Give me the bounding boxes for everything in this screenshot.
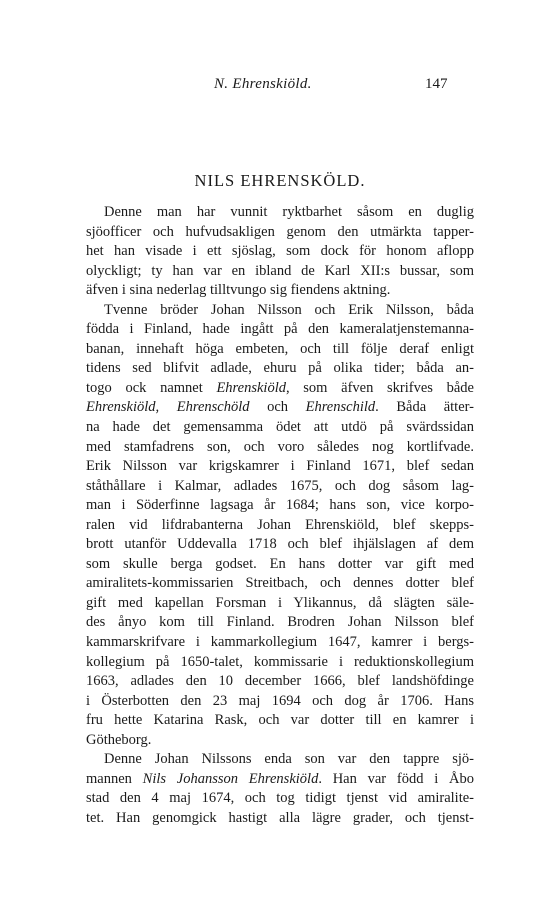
text-line bbox=[86, 535, 474, 555]
chapter-title: NILS EHRENSKÖLD. bbox=[194, 171, 366, 190]
text-line bbox=[86, 750, 474, 770]
text-span: sjöofficer och hufvudsakligen genom den utmärkta tapper- bbox=[86, 223, 474, 240]
text-span: . Båda ätter- bbox=[375, 399, 475, 416]
text-span: des ånyo kom till Finland. Brodren Johan Nilsson blef bbox=[86, 614, 474, 631]
text-line bbox=[86, 457, 474, 477]
text-span: banan, innehaft höga embeten, och till följe deraf enligt bbox=[86, 340, 474, 357]
text-line bbox=[86, 379, 474, 399]
text-line bbox=[86, 496, 474, 516]
text-span: födda i Finland, hade ingått på den kameralatjenstemanna- bbox=[86, 321, 474, 338]
body-text bbox=[86, 203, 474, 829]
text-line bbox=[86, 653, 474, 673]
text-line bbox=[86, 242, 474, 262]
text-line bbox=[86, 262, 474, 282]
text-span: med stamfadrens son, och voro således nog kortlifvade. bbox=[86, 438, 474, 455]
text-span: i Österbotten den 23 maj 1694 och dog år 1706. Hans bbox=[86, 692, 474, 709]
text-span: kammarskrifvare i kammarkollegium 1647, kamrer i bergs- bbox=[86, 634, 474, 651]
text-line bbox=[86, 301, 474, 321]
text-span: na hade det gemensamma ödet att utdö på svärdssidan bbox=[86, 419, 474, 436]
text-span: och bbox=[249, 399, 306, 416]
text-span: brott utanför Uddevalla 1718 och blef ihjälslagen af dem bbox=[86, 536, 474, 553]
text-line bbox=[86, 809, 474, 829]
text-span: 1663, adlades den 10 december 1666, blef landshöfdinge bbox=[86, 673, 474, 690]
text-line bbox=[86, 574, 474, 594]
text-span: Denne Johan Nilssons enda son var den tappre sjö- bbox=[104, 751, 474, 768]
text-line bbox=[86, 711, 474, 731]
text-line bbox=[86, 223, 474, 243]
text-line bbox=[86, 516, 474, 536]
italic-name: Ehrenskiöld bbox=[216, 379, 286, 396]
text-span: tet. Han genomgick hastigt alla lägre grader, och tjenst- bbox=[86, 809, 474, 826]
text-span: fru hette Katarina Rask, och var dotter till en kamrer i bbox=[86, 712, 474, 729]
text-line bbox=[86, 359, 474, 379]
text-line bbox=[86, 731, 474, 751]
text-span: amiralitets-kommissarien Streitbach, och dennes dotter blef bbox=[86, 575, 474, 592]
text-span: Denne man har vunnit ryktbarhet såsom en duglig bbox=[104, 204, 474, 220]
text-span: stad den 4 maj 1674, och tog tidigt tjenst vid amiralite- bbox=[86, 790, 474, 807]
page-number: 147 bbox=[425, 76, 448, 92]
text-span: olyckligt; ty han var en ibland de Karl XII:s bussar, som bbox=[86, 262, 474, 279]
text-line bbox=[86, 418, 474, 438]
text-span: gift med kapellan Forsman i Ylikannus, då slägten säle- bbox=[86, 594, 474, 611]
text-line bbox=[86, 672, 474, 692]
text-line bbox=[86, 613, 474, 633]
text-line bbox=[86, 555, 474, 575]
text-line bbox=[86, 477, 474, 497]
text-line bbox=[86, 340, 474, 360]
text-span: ralen vid lifdrabanterna Johan Ehrenskiöld, blef skepps- bbox=[86, 516, 474, 533]
text-span: kollegium på 1650-talet, kommissarie i reduktionskollegium bbox=[86, 653, 474, 670]
text-line bbox=[86, 203, 474, 223]
text-line bbox=[86, 789, 474, 809]
text-span: tidens sed blifvit adlade, ehuru på olika tider; båda an- bbox=[86, 360, 474, 377]
text-line bbox=[86, 770, 474, 790]
text-span: Erik Nilsson var krigskamrer i Finland 1671, blef sedan bbox=[86, 458, 474, 475]
text-span: Götheborg. bbox=[86, 731, 152, 748]
text-line bbox=[86, 320, 474, 340]
text-span: som skulle berga godset. En hans dotter var gift med bbox=[86, 555, 474, 572]
text-line bbox=[86, 633, 474, 653]
text-span: ståthållare i Kalmar, adlades 1675, och dog såsom lag- bbox=[86, 477, 474, 494]
text-line bbox=[86, 692, 474, 712]
italic-name: Ehrenskiöld, Ehrenschöld bbox=[86, 399, 250, 416]
text-span: . Han var född i Åbo bbox=[318, 770, 474, 787]
text-span: man i Söderfinne lagsaga år 1684; hans son, vice korpo- bbox=[86, 497, 474, 514]
text-span: äfven i sina nederlag tilltvungo sig fiendens aktning. bbox=[86, 282, 391, 299]
text-span: Tvenne bröder Johan Nilsson och Erik Nilsson, båda bbox=[104, 301, 474, 318]
text-line bbox=[86, 594, 474, 614]
page-header bbox=[0, 76, 560, 98]
text-span: het han visade i ett sjöslag, som dock för honom aflopp bbox=[86, 243, 474, 260]
text-line bbox=[86, 438, 474, 458]
italic-name: Nils Johansson Ehrenskiöld bbox=[142, 770, 319, 787]
text-line bbox=[86, 281, 474, 301]
text-span: mannen bbox=[86, 770, 143, 787]
text-span: , som äfven skrifves både bbox=[285, 379, 474, 396]
text-line bbox=[86, 398, 474, 418]
italic-name: Ehrenschild bbox=[305, 399, 376, 416]
text-span: togo ock namnet bbox=[86, 379, 217, 396]
running-title: N. Ehrenskiöld. bbox=[214, 76, 312, 92]
